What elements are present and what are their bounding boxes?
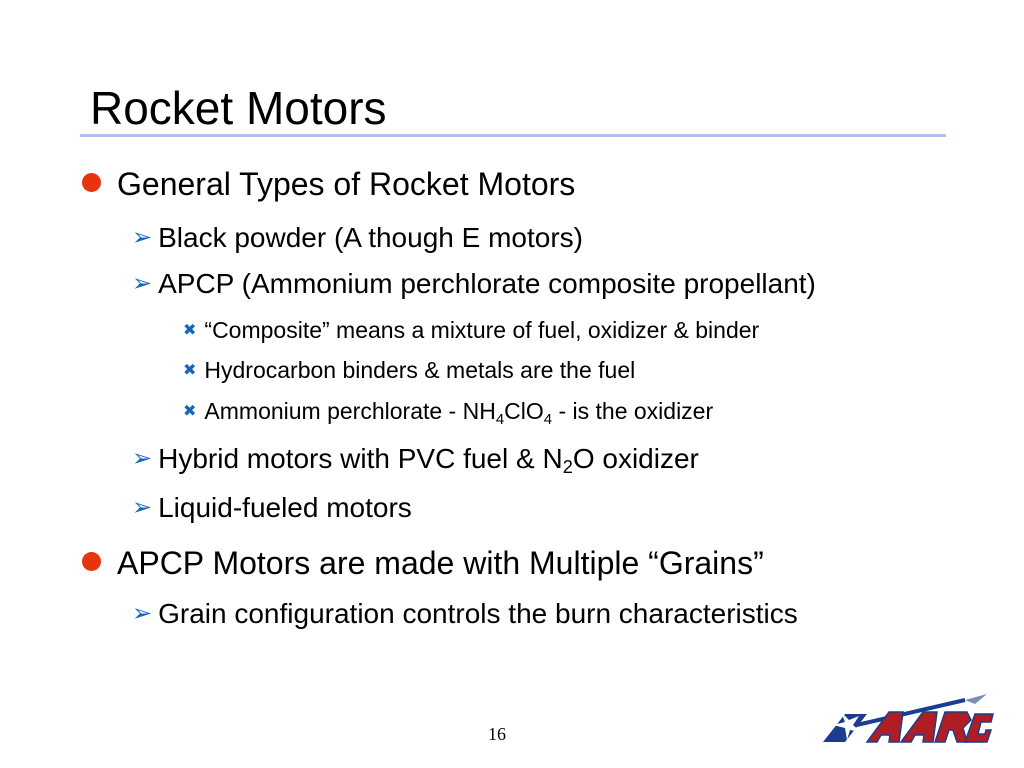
cross-bullet-icon: ✖ <box>183 362 197 379</box>
sub-bullet-text: Grain configuration controls the burn characteristics <box>158 598 798 629</box>
text-part: ClO <box>504 398 544 424</box>
arrow-bullet-icon: ➢ <box>132 270 153 297</box>
sub-sub-bullet-hydrocarbon <box>183 355 635 386</box>
subscript: 4 <box>495 411 505 428</box>
bullet-apcp-grains <box>82 543 764 583</box>
arrow-bullet-icon: ➢ <box>132 224 153 251</box>
bullet-text: General Types of Rocket Motors <box>117 166 576 202</box>
subscript: 4 <box>543 411 553 428</box>
aarg-logo <box>815 690 995 750</box>
cross-bullet-icon: ✖ <box>183 322 197 339</box>
text-part: O oxidizer <box>572 443 699 474</box>
slide-title: Rocket Motors <box>90 82 387 134</box>
sub-bullet-apcp <box>132 266 816 302</box>
sub-bullet-hybrid <box>132 441 699 477</box>
sub-bullet-text: Liquid-fueled motors <box>158 492 412 523</box>
red-dot-bullet-icon <box>82 552 101 571</box>
sub-bullet-black-powder <box>132 220 583 256</box>
sub-sub-bullet-text <box>204 398 714 428</box>
arrow-bullet-icon: ➢ <box>132 445 153 472</box>
text-part: Hybrid motors with PVC fuel & N <box>158 443 563 474</box>
page-number: 16 <box>488 724 506 744</box>
text-part: Ammonium perchlorate - NH <box>204 398 496 424</box>
sub-bullet-liquid <box>132 490 412 526</box>
sub-sub-bullet-ammonium <box>183 396 713 427</box>
text-part: - is the oxidizer <box>552 398 714 424</box>
sub-sub-bullet-text: “Composite” means a mixture of fuel, oxidizer & binder <box>204 317 760 343</box>
sub-bullet-text: Black powder (A though E motors) <box>158 222 583 253</box>
sub-bullet-grain-config <box>132 596 798 632</box>
arrow-bullet-icon: ➢ <box>132 494 153 521</box>
title-divider <box>80 134 946 137</box>
sub-sub-bullet-composite <box>183 315 759 346</box>
cross-bullet-icon: ✖ <box>183 403 197 420</box>
bullet-text: APCP Motors are made with Multiple “Grains” <box>117 545 764 581</box>
sub-sub-bullet-text: Hydrocarbon binders & metals are the fuel <box>204 357 636 383</box>
arrow-bullet-icon: ➢ <box>132 600 153 627</box>
sub-bullet-text <box>158 443 699 477</box>
sub-bullet-text: APCP (Ammonium perchlorate composite propellant) <box>158 268 816 299</box>
bullet-general-types <box>82 164 575 204</box>
subscript: 2 <box>562 457 573 477</box>
red-dot-bullet-icon <box>82 173 101 192</box>
